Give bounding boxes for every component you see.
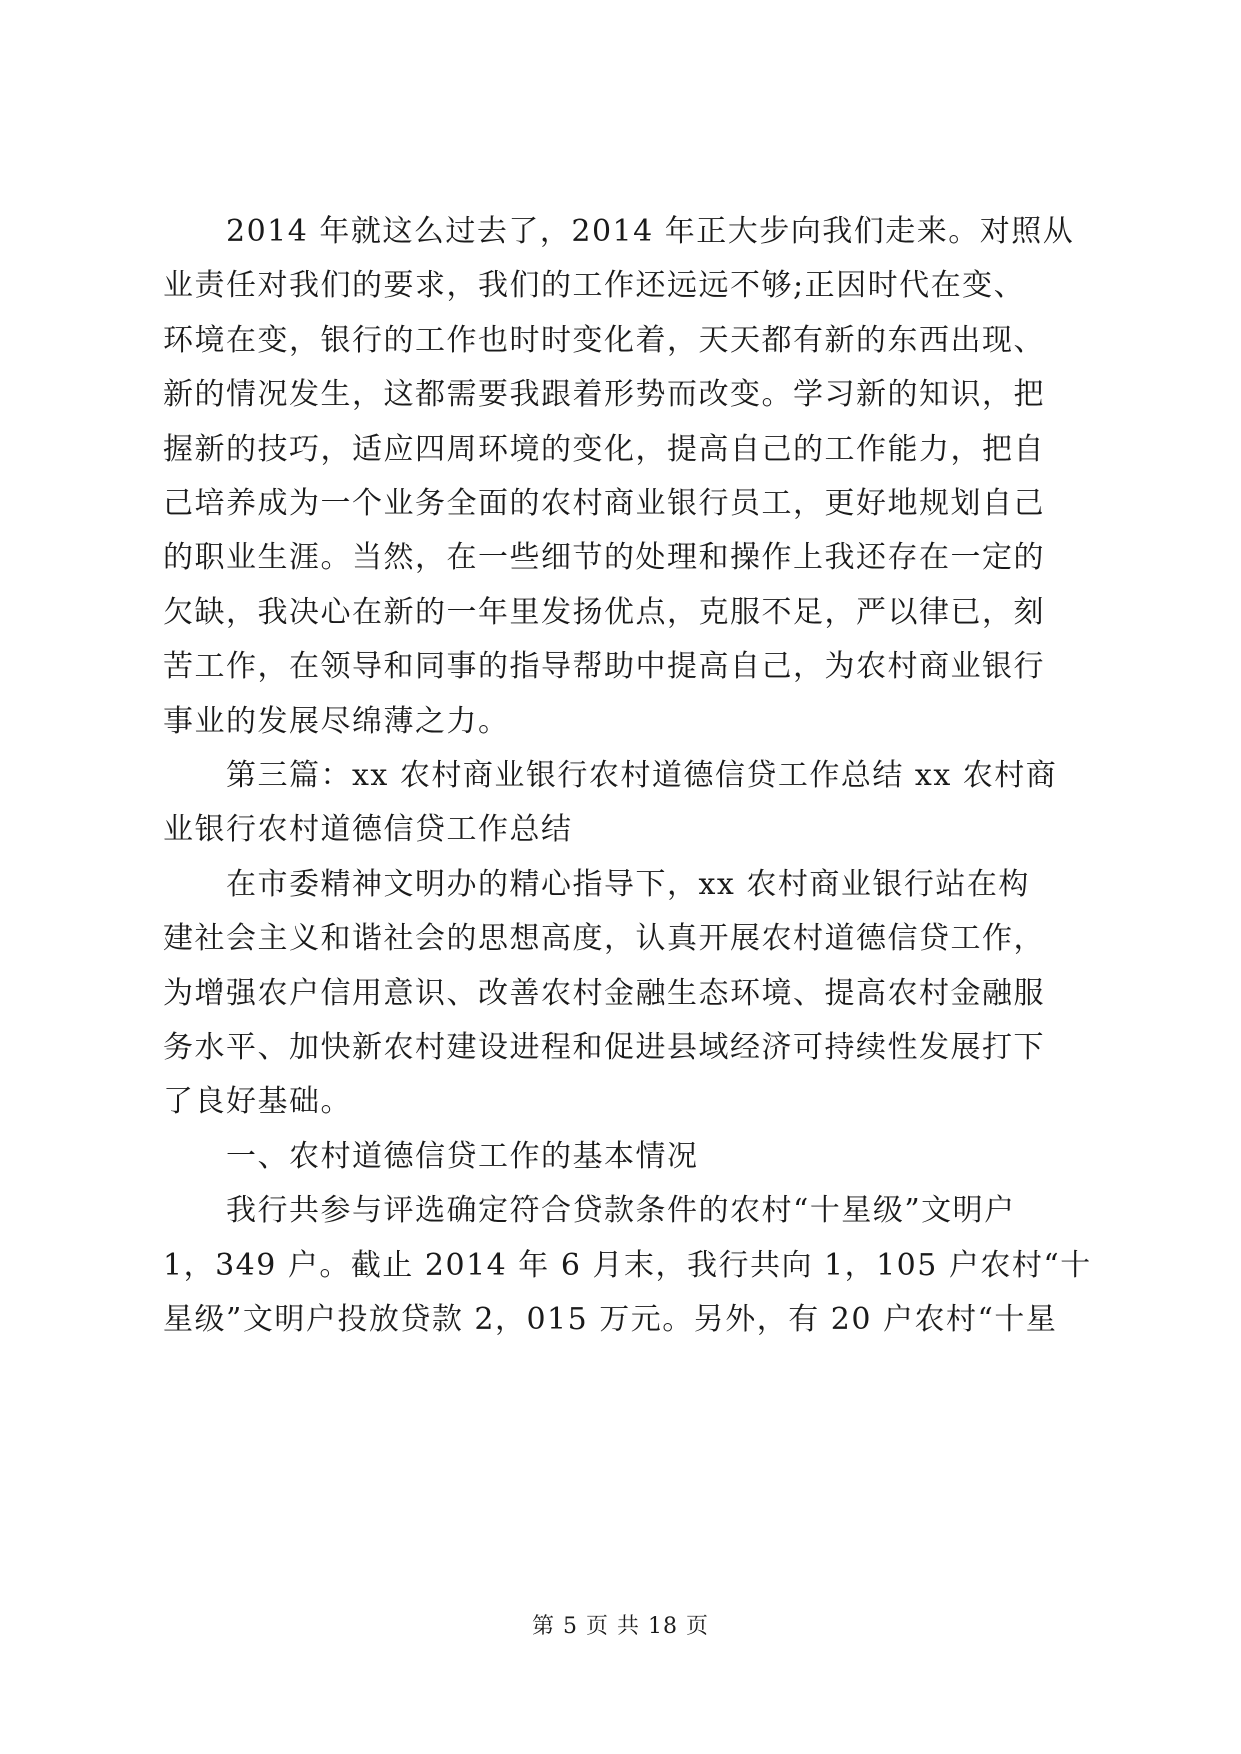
text-line: 我行共参与评选确定符合贷款条件的农村“十星级”文明户 bbox=[163, 1193, 1016, 1228]
text-line: 业银行农村道德信贷工作总结 bbox=[163, 812, 573, 847]
text-line: 业责任对我们的要求，我们的工作还远远不够;正因时代在变、 bbox=[163, 268, 1026, 303]
text-line: 1，349 户。截止 2014 年 6 月末，我行共向 1，105 户农村“十 bbox=[163, 1248, 1092, 1283]
text-line: 环境在变，银行的工作也时时变化着，天天都有新的东西出现、 bbox=[163, 323, 1045, 358]
text-line: 为增强农户信用意识、改善农村金融生态环境、提高农村金融服 bbox=[163, 976, 1045, 1011]
text-line: 一、农村道德信贷工作的基本情况 bbox=[163, 1139, 699, 1174]
text-line: 星级”文明户投放贷款 2，015 万元。另外，有 20 户农村“十星 bbox=[163, 1302, 1058, 1337]
text-line: 第三篇：xx 农村商业银行农村道德信贷工作总结 xx 农村商 bbox=[163, 758, 1058, 793]
text-line: 的职业生涯。当然，在一些细节的处理和操作上我还存在一定的 bbox=[163, 540, 1045, 575]
text-line: 事业的发展尽绵薄之力。 bbox=[163, 704, 510, 739]
text-line: 欠缺，我决心在新的一年里发扬优点，克服不足，严以律已，刻 bbox=[163, 595, 1045, 630]
text-line: 新的情况发生，这都需要我跟着形势而改变。学习新的知识，把 bbox=[163, 377, 1045, 412]
text-line: 建社会主义和谐社会的思想高度，认真开展农村道德信贷工作， bbox=[163, 921, 1045, 956]
text-line: 握新的技巧，适应四周环境的变化，提高自己的工作能力，把自 bbox=[163, 432, 1045, 467]
text-line: 2014 年就这么过去了，2014 年正大步向我们走来。对照从 bbox=[163, 214, 1075, 249]
page-footer: 第 5 页 共 18 页 bbox=[532, 1614, 709, 1639]
text-line: 苦工作，在领导和同事的指导帮助中提高自己，为农村商业银行 bbox=[163, 649, 1045, 684]
text-line: 务水平、加快新农村建设进程和促进县域经济可持续性发展打下 bbox=[163, 1030, 1045, 1065]
text-line: 己培养成为一个业务全面的农村商业银行员工，更好地规划自己 bbox=[163, 486, 1045, 521]
text-line: 在市委精神文明办的精心指导下，xx 农村商业银行站在构 bbox=[163, 867, 1030, 902]
text-line: 了良好基础。 bbox=[163, 1084, 352, 1119]
